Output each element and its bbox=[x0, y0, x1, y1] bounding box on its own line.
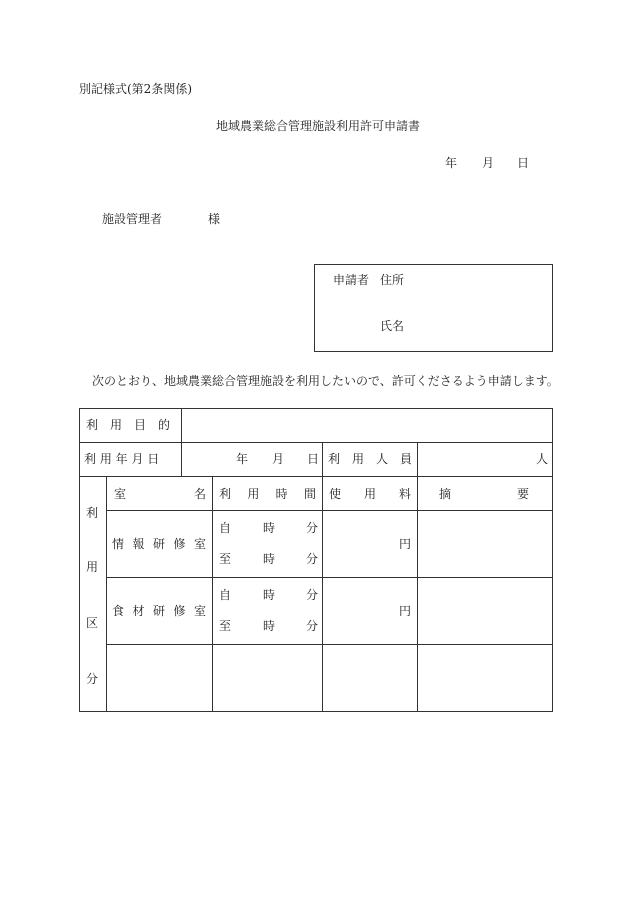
date-label: 利 用 年 月 日 bbox=[84, 452, 160, 466]
room-name-char: 修 bbox=[173, 537, 186, 551]
address-label: 住所 bbox=[380, 273, 405, 287]
time-hour-label: 時 bbox=[263, 521, 276, 535]
section-label-char: 用 bbox=[86, 560, 99, 574]
date-year-label: 年 bbox=[445, 156, 458, 170]
table-rule bbox=[106, 644, 553, 645]
form-label: 別記様式(第2条関係) bbox=[79, 82, 192, 96]
recipient-honorific: 様 bbox=[208, 212, 221, 226]
room-name-char: 材 bbox=[132, 604, 145, 618]
name-label: 氏名 bbox=[380, 319, 405, 333]
col-header-time-char: 用 bbox=[247, 487, 260, 501]
room-name-char: 修 bbox=[173, 604, 186, 618]
col-header-fee-char: 用 bbox=[363, 487, 376, 501]
time-to-label: 至 bbox=[219, 552, 232, 566]
section-label-char: 区 bbox=[86, 616, 99, 630]
col-header-room-char: 室 bbox=[114, 487, 127, 501]
col-header-time-char: 間 bbox=[303, 487, 316, 501]
room-name bbox=[112, 538, 206, 550]
col-header-room bbox=[114, 488, 206, 500]
people-label: 利 用 人 員 bbox=[328, 452, 413, 466]
recipient-label: 施設管理者 bbox=[102, 212, 163, 226]
table-day-label: 日 bbox=[307, 452, 320, 466]
time-hour-label: 時 bbox=[263, 552, 276, 566]
table-rule bbox=[212, 476, 213, 712]
date-month-label: 月 bbox=[482, 156, 495, 170]
room-name-char: 報 bbox=[132, 537, 145, 551]
table-rule bbox=[106, 577, 553, 578]
col-header-note-char: 要 bbox=[516, 487, 529, 501]
people-unit: 人 bbox=[536, 452, 549, 466]
time-minute-label: 分 bbox=[306, 588, 319, 602]
section-label-char: 分 bbox=[86, 672, 99, 686]
time-minute-label: 分 bbox=[306, 552, 319, 566]
table-rule bbox=[79, 476, 553, 477]
room-name-char: 研 bbox=[152, 604, 165, 618]
time-minute-label: 分 bbox=[306, 619, 319, 633]
col-header-fee bbox=[329, 488, 411, 500]
purpose-label: 利 用 目 的 bbox=[86, 418, 171, 432]
table-rule bbox=[106, 476, 107, 712]
room-name-char: 室 bbox=[193, 537, 206, 551]
date-day-label: 日 bbox=[517, 156, 530, 170]
applicant-label: 申請者 bbox=[333, 273, 370, 287]
table-rule bbox=[79, 442, 553, 443]
table-rule bbox=[106, 510, 553, 511]
col-header-time-char: 時 bbox=[275, 487, 288, 501]
time-to-label: 至 bbox=[219, 619, 232, 633]
time-from-label: 自 bbox=[219, 588, 232, 602]
table-rule bbox=[322, 442, 323, 712]
room-name-char: 研 bbox=[152, 537, 165, 551]
time-hour-label: 時 bbox=[263, 588, 276, 602]
time-hour-label: 時 bbox=[263, 619, 276, 633]
intro-text: 次のとおり、地域農業総合管理施設を利用したいので、許可くださるよう申請します。 bbox=[92, 374, 559, 388]
room-name-char: 情 bbox=[112, 537, 125, 551]
col-header-fee-char: 使 bbox=[329, 487, 342, 501]
col-header-time-char: 利 bbox=[219, 487, 232, 501]
table-month-label: 月 bbox=[272, 452, 285, 466]
page-title: 地域農業総合管理施設利用許可申請書 bbox=[216, 119, 421, 133]
room-name-char: 室 bbox=[193, 604, 206, 618]
time-minute-label: 分 bbox=[306, 521, 319, 535]
table-year-label: 年 bbox=[236, 452, 249, 466]
col-header-fee-char: 料 bbox=[398, 487, 411, 501]
col-header-note bbox=[439, 488, 529, 500]
fee-unit: 円 bbox=[399, 604, 412, 618]
room-name-char: 食 bbox=[112, 604, 125, 618]
col-header-room-char: 名 bbox=[193, 487, 206, 501]
time-from-label: 自 bbox=[219, 521, 232, 535]
section-label-char: 利 bbox=[86, 506, 99, 520]
fee-unit: 円 bbox=[399, 537, 412, 551]
room-name bbox=[112, 605, 206, 617]
table-rule bbox=[181, 408, 182, 476]
table-rule bbox=[417, 442, 418, 712]
col-header-note-char: 摘 bbox=[439, 487, 452, 501]
col-header-time bbox=[219, 488, 316, 500]
